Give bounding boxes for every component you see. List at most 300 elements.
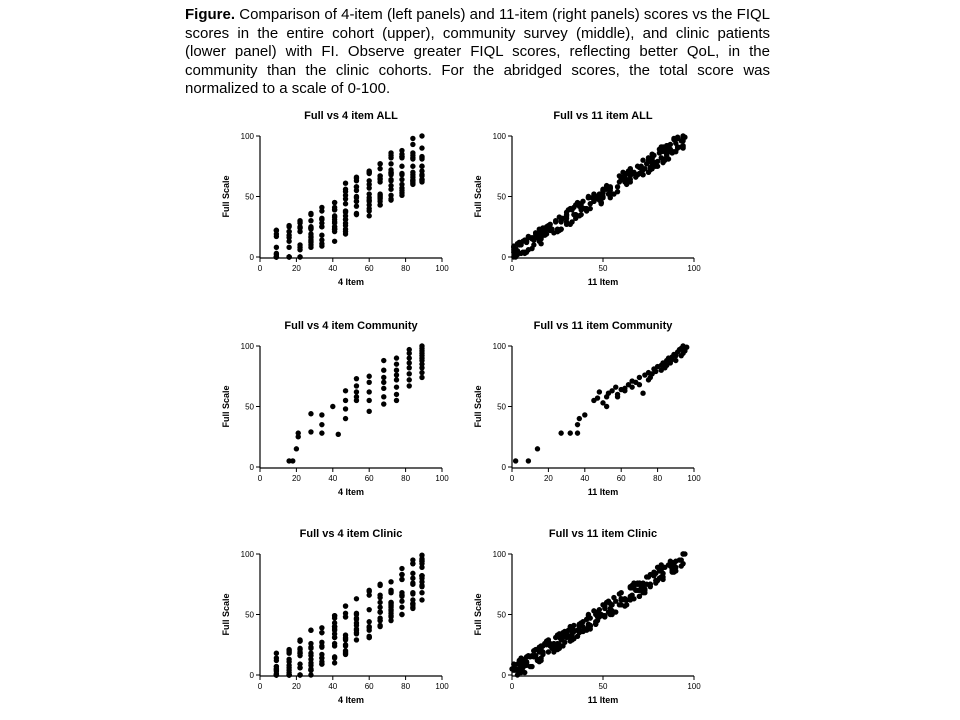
data-point bbox=[410, 164, 415, 169]
data-point bbox=[419, 375, 424, 380]
data-point bbox=[367, 213, 372, 218]
data-point bbox=[394, 372, 399, 377]
data-point bbox=[566, 207, 571, 212]
data-point bbox=[377, 624, 382, 629]
data-point bbox=[575, 430, 580, 435]
data-point bbox=[319, 630, 324, 635]
data-point bbox=[377, 592, 382, 597]
chart-title: Full vs 11 item Community bbox=[533, 320, 673, 332]
data-point bbox=[286, 239, 291, 244]
data-point bbox=[517, 661, 522, 666]
data-point bbox=[684, 345, 689, 350]
chart-4item-clinic bbox=[215, 523, 460, 708]
data-point bbox=[637, 171, 642, 176]
data-point bbox=[664, 363, 669, 368]
data-point bbox=[419, 573, 424, 578]
data-point bbox=[388, 197, 393, 202]
data-point bbox=[584, 208, 589, 213]
data-point bbox=[394, 377, 399, 382]
x-tick-label: 20 bbox=[291, 474, 301, 483]
data-point bbox=[419, 154, 424, 159]
data-point bbox=[381, 401, 386, 406]
data-point bbox=[419, 590, 424, 595]
x-tick-label: 0 bbox=[509, 264, 515, 273]
data-point bbox=[290, 458, 295, 463]
data-point bbox=[308, 225, 313, 230]
x-tick-label: 0 bbox=[509, 474, 515, 483]
data-point bbox=[419, 177, 424, 182]
y-tick-label: 50 bbox=[497, 402, 506, 412]
data-point bbox=[388, 187, 393, 192]
y-axis-label: Full Scale bbox=[221, 385, 231, 428]
chart-11item-all bbox=[467, 105, 712, 290]
data-point bbox=[388, 193, 393, 198]
x-tick-label: 100 bbox=[435, 474, 449, 483]
data-point bbox=[557, 631, 562, 636]
figure-caption bbox=[185, 6, 770, 99]
data-point bbox=[615, 189, 620, 194]
data-point bbox=[608, 601, 613, 606]
chart-11item-clinic bbox=[467, 523, 712, 708]
data-point bbox=[367, 625, 372, 630]
y-tick-label: 100 bbox=[240, 342, 254, 351]
data-point bbox=[619, 602, 624, 607]
x-tick-label: 40 bbox=[580, 474, 590, 483]
data-point bbox=[399, 172, 404, 177]
data-point bbox=[343, 406, 348, 411]
data-point bbox=[669, 569, 674, 574]
data-point bbox=[622, 596, 627, 601]
data-point bbox=[381, 394, 386, 399]
data-point bbox=[419, 164, 424, 169]
data-point bbox=[308, 212, 313, 217]
data-point bbox=[297, 254, 302, 259]
x-tick-label: 100 bbox=[687, 682, 701, 691]
data-point bbox=[388, 150, 393, 155]
data-point bbox=[555, 647, 560, 652]
data-point bbox=[367, 197, 372, 202]
data-point bbox=[604, 404, 609, 409]
data-points bbox=[274, 553, 425, 678]
data-point bbox=[354, 176, 359, 181]
x-tick-label: 40 bbox=[328, 264, 338, 273]
data-point bbox=[620, 174, 625, 179]
data-point bbox=[575, 422, 580, 427]
data-point bbox=[642, 590, 647, 595]
x-tick-label: 20 bbox=[543, 474, 553, 483]
data-point bbox=[297, 247, 302, 252]
data-point bbox=[367, 635, 372, 640]
data-point bbox=[381, 380, 386, 385]
data-point bbox=[297, 229, 302, 234]
data-point bbox=[377, 600, 382, 605]
data-point bbox=[615, 184, 620, 189]
data-point bbox=[367, 208, 372, 213]
data-point bbox=[511, 245, 516, 250]
chart-11item-community bbox=[467, 315, 712, 500]
data-point bbox=[591, 608, 596, 613]
y-tick-label: 50 bbox=[497, 610, 506, 620]
data-point bbox=[648, 165, 653, 170]
y-tick-label: 0 bbox=[249, 671, 254, 680]
data-point bbox=[540, 649, 545, 654]
data-point bbox=[573, 212, 578, 217]
data-point bbox=[354, 612, 359, 617]
data-point bbox=[319, 216, 324, 221]
data-point bbox=[332, 615, 337, 620]
data-point bbox=[597, 389, 602, 394]
data-point bbox=[377, 166, 382, 171]
data-point bbox=[410, 571, 415, 576]
data-point bbox=[407, 360, 412, 365]
data-point bbox=[308, 242, 313, 247]
data-point bbox=[297, 665, 302, 670]
data-point bbox=[419, 565, 424, 570]
data-point bbox=[367, 182, 372, 187]
data-point bbox=[542, 228, 547, 233]
data-point bbox=[308, 646, 313, 651]
data-point bbox=[628, 594, 633, 599]
data-points bbox=[511, 133, 687, 259]
y-tick-label: 0 bbox=[249, 253, 254, 262]
data-point bbox=[515, 252, 520, 257]
data-point bbox=[381, 358, 386, 363]
data-point bbox=[377, 609, 382, 614]
x-tick-label: 60 bbox=[364, 682, 374, 691]
data-point bbox=[564, 222, 569, 227]
data-point bbox=[354, 383, 359, 388]
data-point bbox=[569, 219, 574, 224]
data-point bbox=[513, 458, 518, 463]
data-point bbox=[343, 649, 348, 654]
data-point bbox=[613, 609, 618, 614]
data-point bbox=[377, 173, 382, 178]
data-point bbox=[343, 614, 348, 619]
data-point bbox=[419, 370, 424, 375]
data-point bbox=[419, 584, 424, 589]
data-point bbox=[274, 658, 279, 663]
data-point bbox=[419, 553, 424, 558]
data-point bbox=[646, 170, 651, 175]
data-point bbox=[394, 384, 399, 389]
data-point bbox=[533, 653, 538, 658]
data-point bbox=[566, 634, 571, 639]
data-point bbox=[582, 412, 587, 417]
data-point bbox=[319, 224, 324, 229]
data-point bbox=[308, 672, 313, 677]
data-point bbox=[319, 644, 324, 649]
x-tick-label: 40 bbox=[328, 474, 338, 483]
data-point bbox=[399, 598, 404, 603]
data-point bbox=[381, 386, 386, 391]
data-point bbox=[308, 657, 313, 662]
data-point bbox=[274, 228, 279, 233]
data-point bbox=[640, 390, 645, 395]
data-point bbox=[399, 572, 404, 577]
y-axis-label: Full Scale bbox=[473, 593, 483, 636]
data-point bbox=[274, 245, 279, 250]
x-axis-label: 4 Item bbox=[337, 487, 365, 497]
data-point bbox=[343, 388, 348, 393]
data-point bbox=[367, 380, 372, 385]
x-tick-label: 80 bbox=[401, 682, 411, 691]
data-point bbox=[538, 655, 543, 660]
data-point bbox=[564, 212, 569, 217]
data-point bbox=[651, 153, 656, 158]
data-point bbox=[410, 136, 415, 141]
data-point bbox=[367, 171, 372, 176]
data-point bbox=[308, 667, 313, 672]
y-tick-label: 0 bbox=[249, 463, 254, 472]
y-tick-label: 0 bbox=[501, 671, 506, 680]
y-tick-label: 0 bbox=[501, 253, 506, 262]
data-point bbox=[297, 242, 302, 247]
data-point bbox=[419, 133, 424, 138]
data-point bbox=[557, 228, 562, 233]
data-point bbox=[343, 231, 348, 236]
x-axis-label: 4 Item bbox=[337, 695, 365, 705]
data-point bbox=[578, 206, 583, 211]
chart-title: Full vs 11 item ALL bbox=[553, 110, 653, 122]
data-point bbox=[680, 133, 685, 138]
data-point bbox=[343, 642, 348, 647]
y-tick-label: 100 bbox=[240, 550, 254, 559]
y-tick-label: 100 bbox=[240, 132, 254, 141]
data-point bbox=[410, 142, 415, 147]
data-point bbox=[419, 557, 424, 562]
data-point bbox=[537, 226, 542, 231]
data-point bbox=[399, 177, 404, 182]
y-tick-label: 50 bbox=[497, 192, 506, 202]
data-point bbox=[332, 660, 337, 665]
data-point bbox=[354, 596, 359, 601]
data-point bbox=[410, 182, 415, 187]
data-point bbox=[524, 654, 529, 659]
x-tick-label: 0 bbox=[509, 682, 515, 691]
data-point bbox=[522, 251, 527, 256]
data-point bbox=[308, 411, 313, 416]
x-axis-label: 11 Item bbox=[587, 487, 619, 497]
data-point bbox=[274, 666, 279, 671]
data-point bbox=[578, 620, 583, 625]
x-axis-label: 11 Item bbox=[587, 277, 619, 287]
data-point bbox=[533, 647, 538, 652]
data-point bbox=[531, 237, 536, 242]
data-point bbox=[394, 392, 399, 397]
y-axis-label: Full Scale bbox=[473, 175, 483, 218]
data-point bbox=[394, 398, 399, 403]
data-point bbox=[668, 149, 673, 154]
data-point bbox=[680, 138, 685, 143]
y-tick-label: 50 bbox=[245, 402, 254, 412]
data-point bbox=[297, 638, 302, 643]
data-point bbox=[660, 159, 665, 164]
data-point bbox=[637, 594, 642, 599]
data-point bbox=[640, 158, 645, 163]
data-point bbox=[577, 416, 582, 421]
data-point bbox=[535, 446, 540, 451]
data-point bbox=[407, 371, 412, 376]
data-point bbox=[602, 614, 607, 619]
data-point bbox=[343, 193, 348, 198]
data-point bbox=[388, 579, 393, 584]
data-point bbox=[336, 432, 341, 437]
data-point bbox=[655, 565, 660, 570]
data-point bbox=[319, 625, 324, 630]
data-point bbox=[319, 652, 324, 657]
data-point bbox=[367, 589, 372, 594]
y-axis-label: Full Scale bbox=[473, 385, 483, 428]
data-point bbox=[367, 374, 372, 379]
data-point bbox=[633, 582, 638, 587]
data-point bbox=[649, 371, 654, 376]
data-point bbox=[600, 188, 605, 193]
data-point bbox=[524, 660, 529, 665]
data-point bbox=[296, 434, 301, 439]
data-point bbox=[354, 203, 359, 208]
data-point bbox=[343, 416, 348, 421]
x-tick-label: 50 bbox=[598, 682, 608, 691]
data-point bbox=[286, 229, 291, 234]
data-point bbox=[660, 144, 665, 149]
data-point bbox=[308, 651, 313, 656]
data-point bbox=[619, 590, 624, 595]
data-point bbox=[399, 577, 404, 582]
data-point bbox=[297, 672, 302, 677]
data-point bbox=[377, 583, 382, 588]
chart-4item-community bbox=[215, 315, 460, 500]
data-point bbox=[671, 562, 676, 567]
data-point bbox=[646, 377, 651, 382]
data-point bbox=[679, 563, 684, 568]
data-point bbox=[593, 619, 598, 624]
data-point bbox=[343, 220, 348, 225]
data-point bbox=[308, 641, 313, 646]
data-point bbox=[571, 623, 576, 628]
data-point bbox=[274, 254, 279, 259]
data-point bbox=[319, 241, 324, 246]
data-point bbox=[549, 226, 554, 231]
data-point bbox=[319, 640, 324, 645]
data-point bbox=[419, 168, 424, 173]
data-point bbox=[591, 199, 596, 204]
data-point bbox=[410, 172, 415, 177]
data-point bbox=[407, 365, 412, 370]
data-point bbox=[522, 670, 527, 675]
x-tick-label: 0 bbox=[257, 264, 263, 273]
data-point bbox=[628, 171, 633, 176]
x-tick-label: 80 bbox=[401, 474, 411, 483]
data-point bbox=[286, 245, 291, 250]
data-point bbox=[671, 137, 676, 142]
data-point bbox=[407, 355, 412, 360]
data-point bbox=[343, 201, 348, 206]
data-point bbox=[399, 605, 404, 610]
data-point bbox=[653, 160, 658, 165]
x-tick-label: 60 bbox=[364, 474, 374, 483]
data-point bbox=[407, 351, 412, 356]
data-point bbox=[319, 412, 324, 417]
data-point bbox=[531, 242, 536, 247]
data-point bbox=[677, 557, 682, 562]
data-point bbox=[388, 171, 393, 176]
data-point bbox=[399, 154, 404, 159]
data-point bbox=[286, 647, 291, 652]
data-point bbox=[332, 207, 337, 212]
data-points bbox=[286, 343, 424, 463]
data-point bbox=[354, 212, 359, 217]
data-point bbox=[388, 611, 393, 616]
data-point bbox=[343, 603, 348, 608]
data-point bbox=[367, 607, 372, 612]
data-point bbox=[286, 672, 291, 677]
data-point bbox=[588, 615, 593, 620]
chart-title: Full vs 4 item ALL bbox=[304, 110, 398, 122]
chart-title: Full vs 4 item Community bbox=[284, 320, 418, 332]
data-point bbox=[354, 184, 359, 189]
x-tick-label: 100 bbox=[435, 682, 449, 691]
data-point bbox=[332, 213, 337, 218]
data-point bbox=[354, 376, 359, 381]
data-points bbox=[274, 133, 425, 259]
data-point bbox=[294, 446, 299, 451]
data-point bbox=[354, 398, 359, 403]
data-point bbox=[399, 592, 404, 597]
data-point bbox=[517, 240, 522, 245]
data-point bbox=[343, 180, 348, 185]
data-point bbox=[388, 589, 393, 594]
data-point bbox=[562, 629, 567, 634]
data-point bbox=[354, 637, 359, 642]
data-point bbox=[600, 602, 605, 607]
x-axis-label: 4 Item bbox=[337, 277, 365, 287]
caption-text: Comparison of 4-item (left panels) and 11-item (right panels) scores vs the FIQL scores in the entire cohort (upper), community survey (middle), and clinic patients (lower panel) with FI. Observe greater FIQL scores, reflecting better QoL, in the community than the clinic cohorts. For the abridged scores, the total score was normalized to a scale of 0-100. bbox=[185, 6, 770, 97]
data-point bbox=[635, 164, 640, 169]
data-point bbox=[381, 375, 386, 380]
data-point bbox=[332, 200, 337, 205]
data-point bbox=[537, 236, 542, 241]
data-point bbox=[354, 194, 359, 199]
data-point bbox=[332, 224, 337, 229]
data-point bbox=[648, 582, 653, 587]
data-point bbox=[308, 429, 313, 434]
data-point bbox=[568, 430, 573, 435]
data-point bbox=[286, 224, 291, 229]
data-point bbox=[548, 641, 553, 646]
data-point bbox=[548, 222, 553, 227]
data-point bbox=[419, 365, 424, 370]
data-point bbox=[410, 561, 415, 566]
y-tick-label: 100 bbox=[492, 342, 506, 351]
data-point bbox=[332, 626, 337, 631]
data-point bbox=[367, 409, 372, 414]
data-point bbox=[332, 635, 337, 640]
data-point bbox=[399, 182, 404, 187]
data-point bbox=[659, 368, 664, 373]
data-point bbox=[399, 566, 404, 571]
data-point bbox=[679, 353, 684, 358]
data-point bbox=[319, 422, 324, 427]
data-point bbox=[319, 233, 324, 238]
data-point bbox=[319, 205, 324, 210]
data-point bbox=[394, 368, 399, 373]
data-point bbox=[297, 649, 302, 654]
chart-title: Full vs 4 item Clinic bbox=[299, 528, 403, 540]
data-point bbox=[407, 383, 412, 388]
data-point bbox=[343, 632, 348, 637]
data-point bbox=[622, 386, 627, 391]
data-point bbox=[308, 235, 313, 240]
